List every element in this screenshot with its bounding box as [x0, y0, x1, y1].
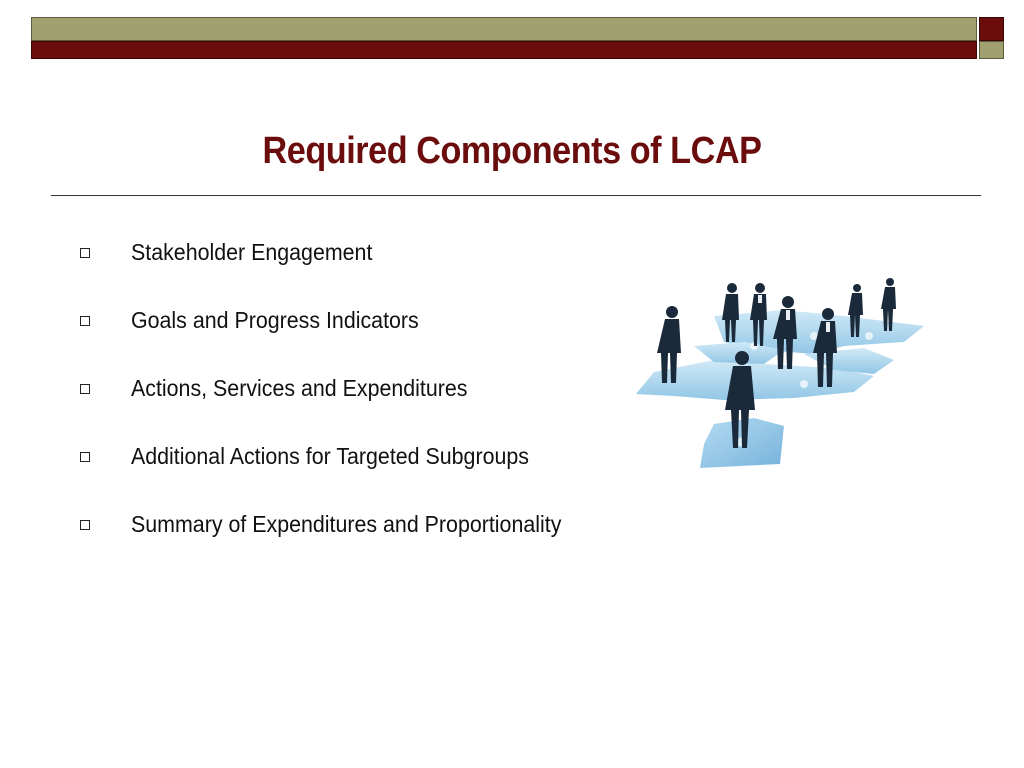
- hollow-square-bullet-icon: [80, 452, 90, 462]
- list-item: [80, 372, 640, 440]
- bullet-text: Summary of Expenditures and Proportionality: [131, 511, 562, 537]
- header-decoration: [0, 0, 1024, 62]
- list-item: [80, 440, 640, 508]
- bullet-text: Actions, Services and Expenditures: [131, 375, 468, 401]
- header-olive-bar: [31, 17, 977, 41]
- header-maroon-square: [979, 17, 1004, 41]
- header-olive-square: [979, 41, 1004, 59]
- header-maroon-bar: [31, 41, 977, 59]
- hollow-square-bullet-icon: [80, 248, 90, 258]
- list-item: [80, 304, 640, 372]
- hollow-square-bullet-icon: [80, 384, 90, 394]
- slide-title: Required Components of LCAP: [262, 130, 762, 172]
- title-divider: [51, 195, 981, 196]
- hollow-square-bullet-icon: [80, 520, 90, 530]
- bullet-text: Stakeholder Engagement: [131, 239, 373, 265]
- people-on-puzzle-illustration-icon: [634, 276, 926, 472]
- list-item: [80, 508, 640, 576]
- list-item: [80, 236, 640, 304]
- bullet-list: [80, 236, 640, 576]
- hollow-square-bullet-icon: [80, 316, 90, 326]
- bullet-text: Goals and Progress Indicators: [131, 307, 419, 333]
- bullet-text: Additional Actions for Targeted Subgroups: [131, 443, 529, 469]
